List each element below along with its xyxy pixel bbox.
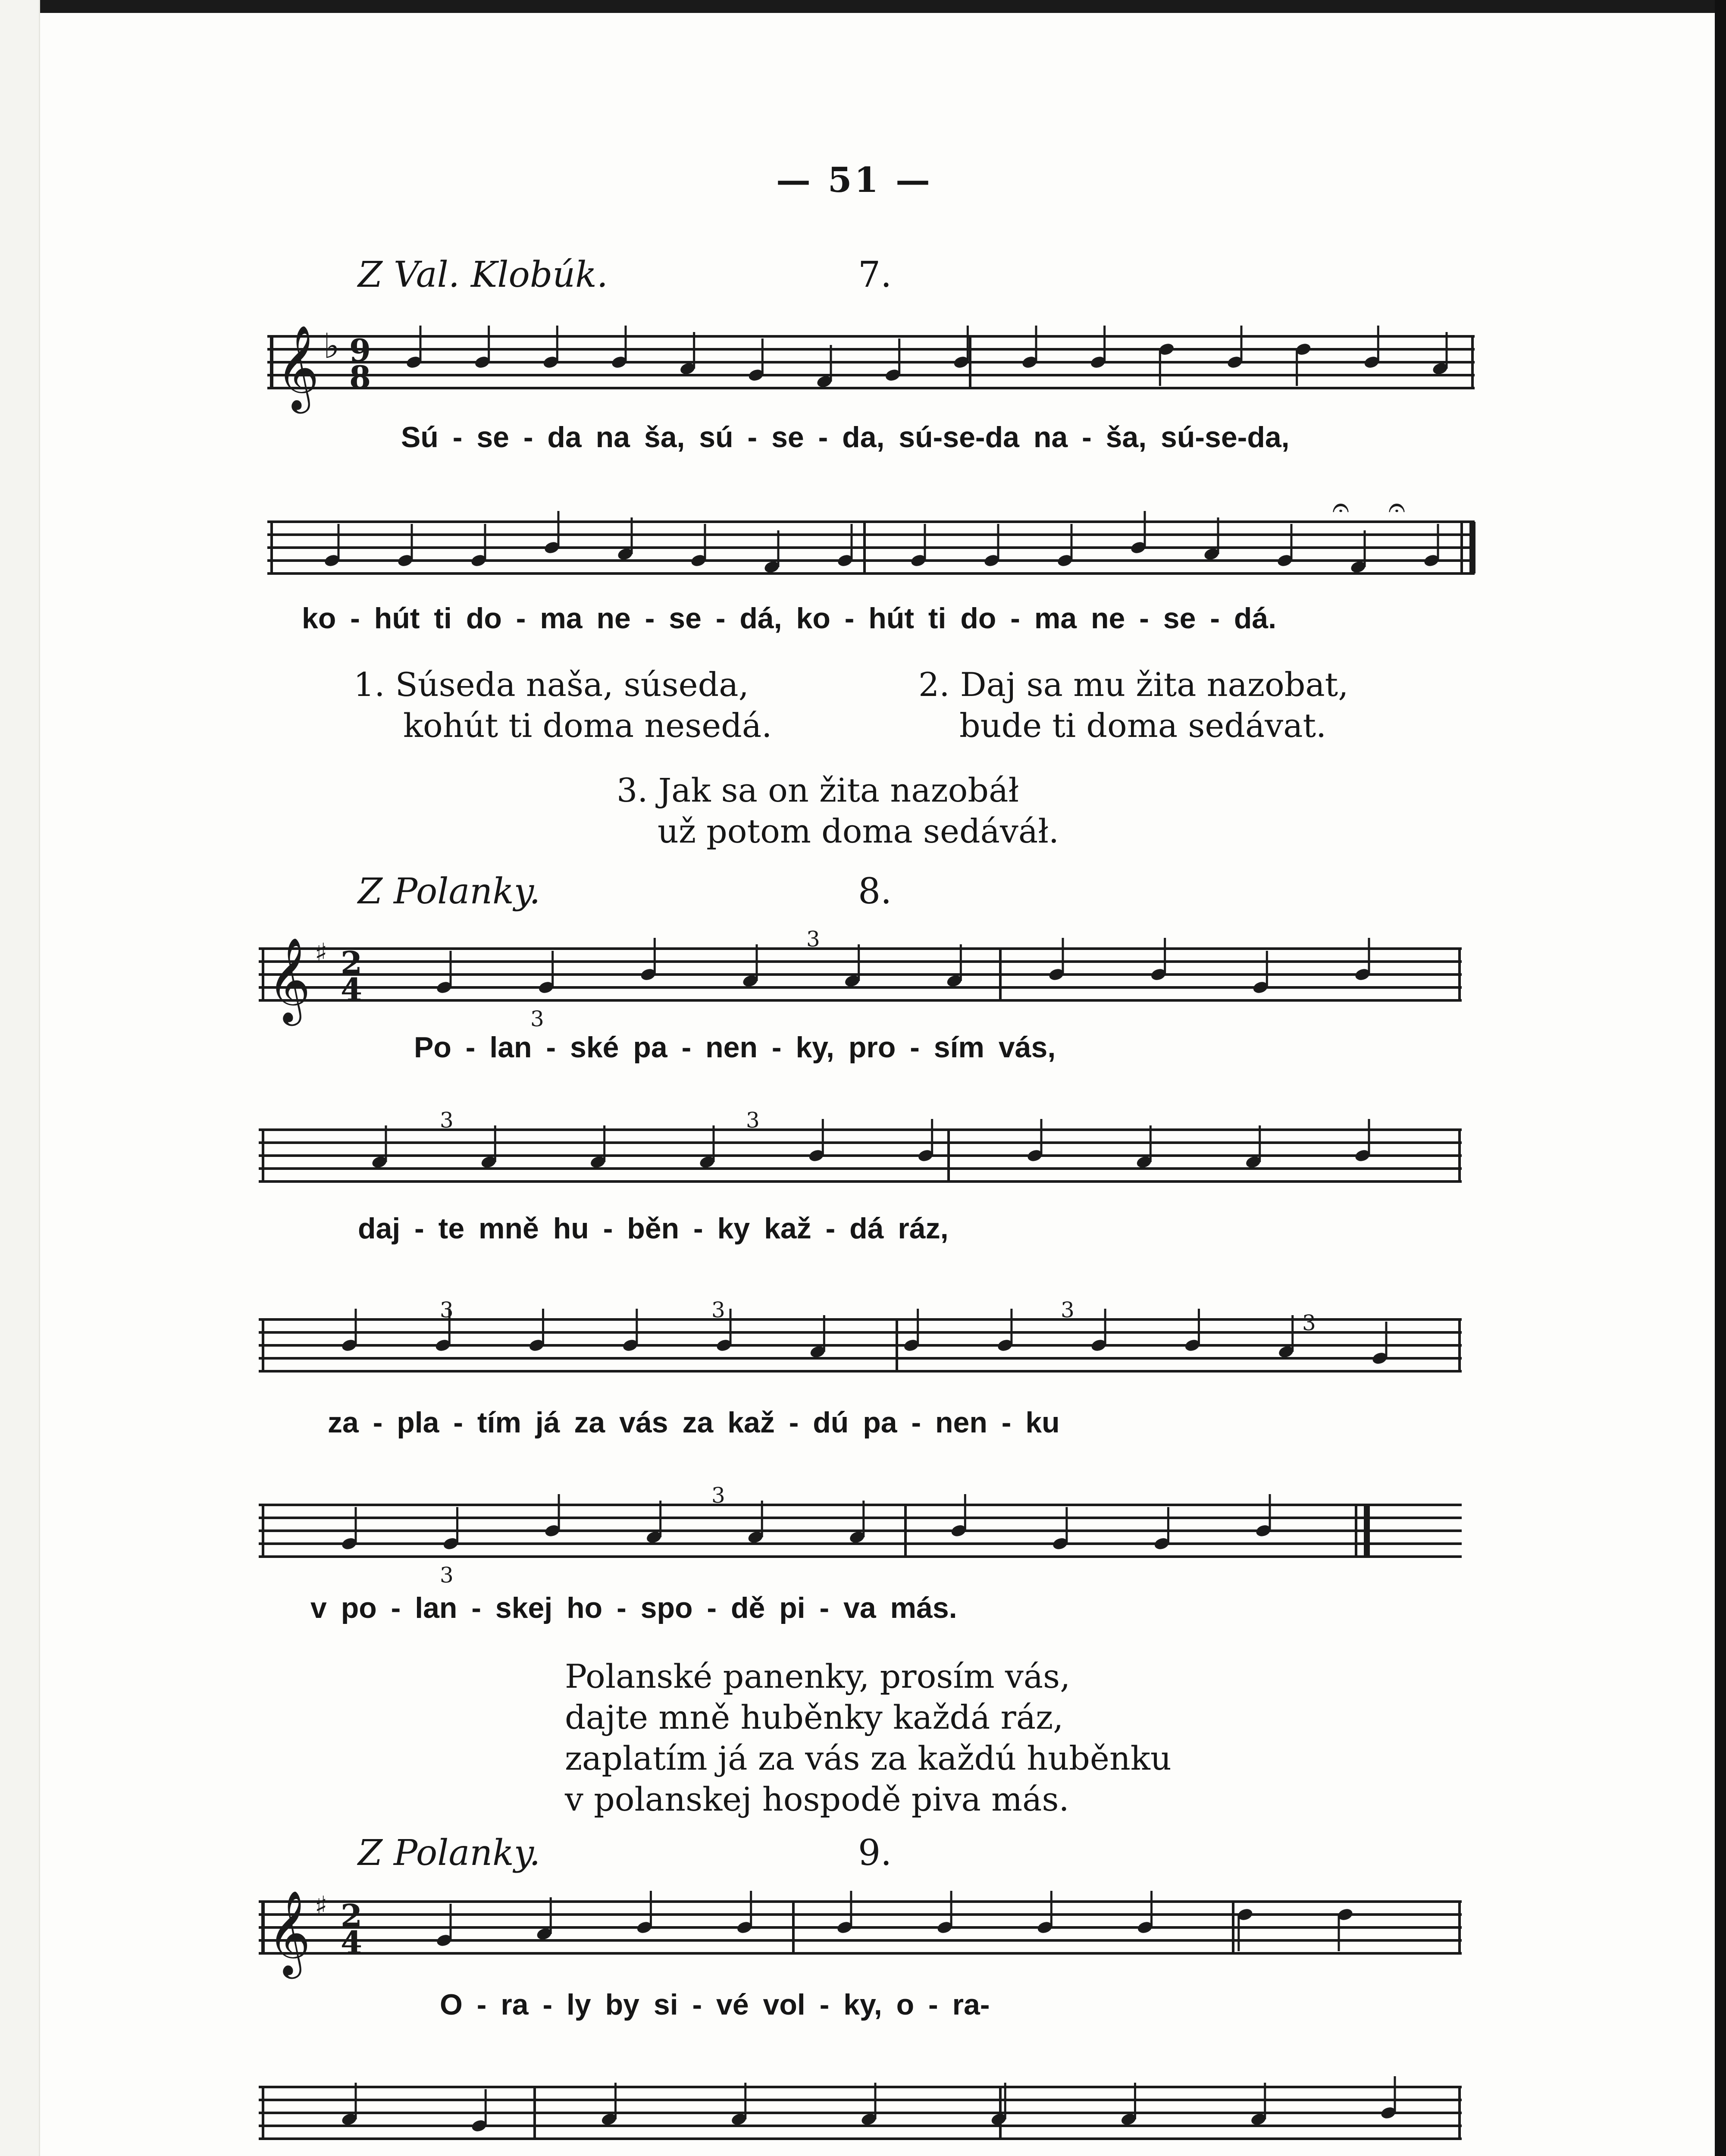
staff-lines xyxy=(267,336,1475,388)
triplet-mark: 3 xyxy=(711,1297,725,1322)
scan-right-edge xyxy=(1715,0,1726,2156)
song-9-lyrics-line-1: O - ra - ly by si - vé vol - ky, o - ra- xyxy=(440,1988,990,2021)
staff-lines xyxy=(259,2087,1462,2139)
song-8-staff-4 xyxy=(259,1483,1462,1591)
page-number: — 51 — xyxy=(776,160,933,200)
song-7-lyrics-line-2: ko - hút ti do - ma ne - se - dá, ko - hút ti do - ma ne - se - dá. xyxy=(302,602,1277,635)
time-signature-bottom: 4 xyxy=(341,1924,363,1961)
time-signature-bottom: 8 xyxy=(349,359,371,395)
song-8-staff-2 xyxy=(259,1108,1462,1216)
song-8-lyrics-line-4: v po - lan - skej ho - spo - dě pi - va más. xyxy=(310,1592,957,1624)
song-7-verse-2 xyxy=(918,664,1348,746)
song-8-lyrics-line-3: za - pla - tím já za vás za kaž - dú pa - nen - ku xyxy=(328,1406,1060,1439)
triplet-mark: 3 xyxy=(711,1483,725,1508)
time-signature-top: 2 xyxy=(341,1897,363,1934)
verse-number: 3. xyxy=(617,771,648,809)
staff-lines xyxy=(259,949,1462,1000)
key-signature-flat: ♭ xyxy=(323,326,340,366)
verse-line: v polanskej hospodě piva más. xyxy=(565,1780,1069,1818)
scan-left-margin xyxy=(0,0,40,2156)
song-9-staff-2 xyxy=(259,2078,1462,2156)
song-7-number: 7. xyxy=(858,254,892,295)
treble-clef-icon: 𝄞 xyxy=(267,937,311,1022)
key-signature-sharp: ♯ xyxy=(315,1891,328,1921)
verse-line: zaplatím já za vás za každú huběnku xyxy=(565,1739,1172,1777)
time-signature-top: 2 xyxy=(341,944,363,981)
staff-lines xyxy=(259,1130,1462,1181)
song-8-staff-3 xyxy=(259,1297,1462,1406)
staff-lines xyxy=(267,522,1475,573)
triplet-mark: 3 xyxy=(440,1297,454,1322)
notes xyxy=(371,1119,1371,1169)
staff-lines xyxy=(259,1505,1462,1557)
song-7-verse-3 xyxy=(617,770,1059,852)
verse-line: Daj sa mu žita nazobat, xyxy=(960,665,1349,704)
triplet-mark: 3 xyxy=(530,1006,544,1031)
fermata-icon: 𝄐 xyxy=(1388,489,1405,525)
verse-number: 2. xyxy=(918,665,950,704)
notes xyxy=(435,1891,1354,1951)
song-7-staff-1 xyxy=(267,325,1475,423)
triplet-mark: 3 xyxy=(440,1563,454,1588)
triplet-mark: 3 xyxy=(806,927,820,952)
verse-number: 1. xyxy=(354,665,385,704)
song-8-number: 8. xyxy=(858,871,892,912)
song-7-source: Z Val. Klobúk. xyxy=(358,254,608,295)
verse-line: bude ti doma sedávat. xyxy=(959,706,1327,745)
verse-line: už potom doma sedáváł. xyxy=(658,812,1059,850)
triplet-mark: 3 xyxy=(440,1108,454,1133)
song-8-staff-1 xyxy=(259,927,1462,1035)
song-7-verse-1 xyxy=(354,664,772,746)
verse-line: kohút ti doma nesedá. xyxy=(403,706,772,745)
song-8-lyrics-line-1: Po - lan - ské pa - nen - ky, pro - sím vás, xyxy=(414,1031,1056,1064)
fermata-icon: 𝄐 xyxy=(1332,489,1349,525)
song-9-staff-1 xyxy=(259,1890,1462,1988)
time-signature-top: 9 xyxy=(349,332,371,369)
song-7-lyrics-line-1: Sú - se - da na ša, sú - se - da, sú-se-da na - ša, sú-se-da, xyxy=(401,421,1290,454)
triplet-mark: 3 xyxy=(746,1108,760,1133)
scan-top-edge xyxy=(0,0,1726,13)
song-7-staff-2 xyxy=(267,489,1475,608)
verse-line: Polanské panenky, prosím vás, xyxy=(565,1657,1071,1695)
time-signature-bottom: 4 xyxy=(341,971,363,1008)
song-8-source: Z Polanky. xyxy=(358,871,541,912)
treble-clef-icon: 𝄞 xyxy=(267,1890,311,1975)
staff-lines xyxy=(259,1902,1462,1953)
song-9-source: Z Polanky. xyxy=(358,1833,541,1874)
verse-line: Jak sa on žita nazobáł xyxy=(658,771,1019,809)
verse-line: dajte mně huběnky každá ráz, xyxy=(565,1698,1064,1736)
triplet-mark: 3 xyxy=(1061,1297,1074,1322)
triplet-mark: 3 xyxy=(1302,1310,1316,1335)
song-8-verse xyxy=(565,1656,1172,1820)
key-signature-sharp: ♯ xyxy=(315,938,328,968)
song-9-number: 9. xyxy=(858,1833,892,1874)
treble-clef-icon: 𝄞 xyxy=(276,325,320,410)
verse-line: Súseda naša, súseda, xyxy=(395,665,749,704)
song-8-lyrics-line-2: daj - te mně hu - běn - ky kaž - dá ráz, xyxy=(358,1212,949,1245)
